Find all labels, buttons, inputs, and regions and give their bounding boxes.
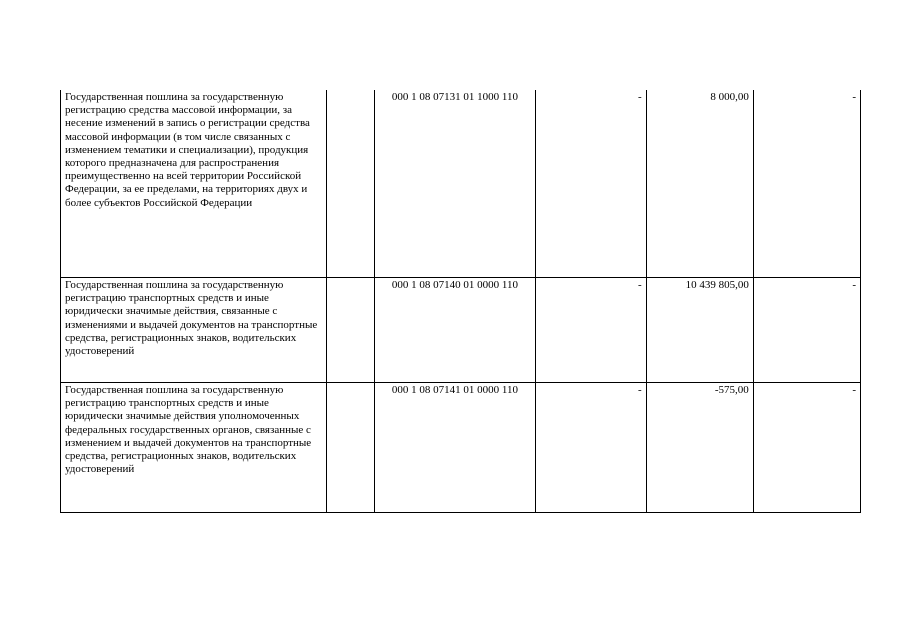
- table-row: [61, 383, 861, 513]
- row-value2-cell: 8 000,00: [646, 90, 753, 278]
- row-value1-cell: -: [535, 278, 646, 383]
- row-name-cell: Государственная пошлина за государственную регистрацию транспортных средств и иные юридически значимые действия, связанные с изменениями и выдачей документов на транспортные средства, регистрационных знаков, водительских удостоверений: [61, 278, 327, 383]
- row-value1-cell: -: [535, 383, 646, 513]
- row-name-cell: Государственная пошлина за государственную регистрацию средства массовой информации, за несение изменений в запись о регистрации средства массовой информации (в том числе связанных с изменением тематики и специализации), продукция которого предназначена для распространения преимущественно на всей территории Российской Федерации, за ее пределами, на территориях двух и более субъектов Российской Федерации: [61, 90, 327, 278]
- row-empty-cell: [327, 383, 375, 513]
- row-empty-cell: [327, 90, 375, 278]
- row-value3-cell: -: [753, 383, 860, 513]
- row-value3-cell: -: [753, 90, 860, 278]
- row-value2-cell: -575,00: [646, 383, 753, 513]
- row-empty-cell: [327, 278, 375, 383]
- revenue-table: [60, 90, 861, 513]
- row-value1-cell: -: [535, 90, 646, 278]
- row-value2-cell: 10 439 805,00: [646, 278, 753, 383]
- row-code-cell: 000 1 08 07141 01 0000 110: [375, 383, 535, 513]
- table-row: [61, 90, 861, 278]
- row-code-cell: 000 1 08 07131 01 1000 110: [375, 90, 535, 278]
- row-value3-cell: -: [753, 278, 860, 383]
- row-name-cell: Государственная пошлина за государственную регистрацию транспортных средств и иные юридически значимые действия уполномоченных федеральных государственных органов, связанные с изменением и выдачей документов на транспортные средства, регистрационных знаков, водительских удостоверений: [61, 383, 327, 513]
- row-code-cell: 000 1 08 07140 01 0000 110: [375, 278, 535, 383]
- table-row: [61, 278, 861, 383]
